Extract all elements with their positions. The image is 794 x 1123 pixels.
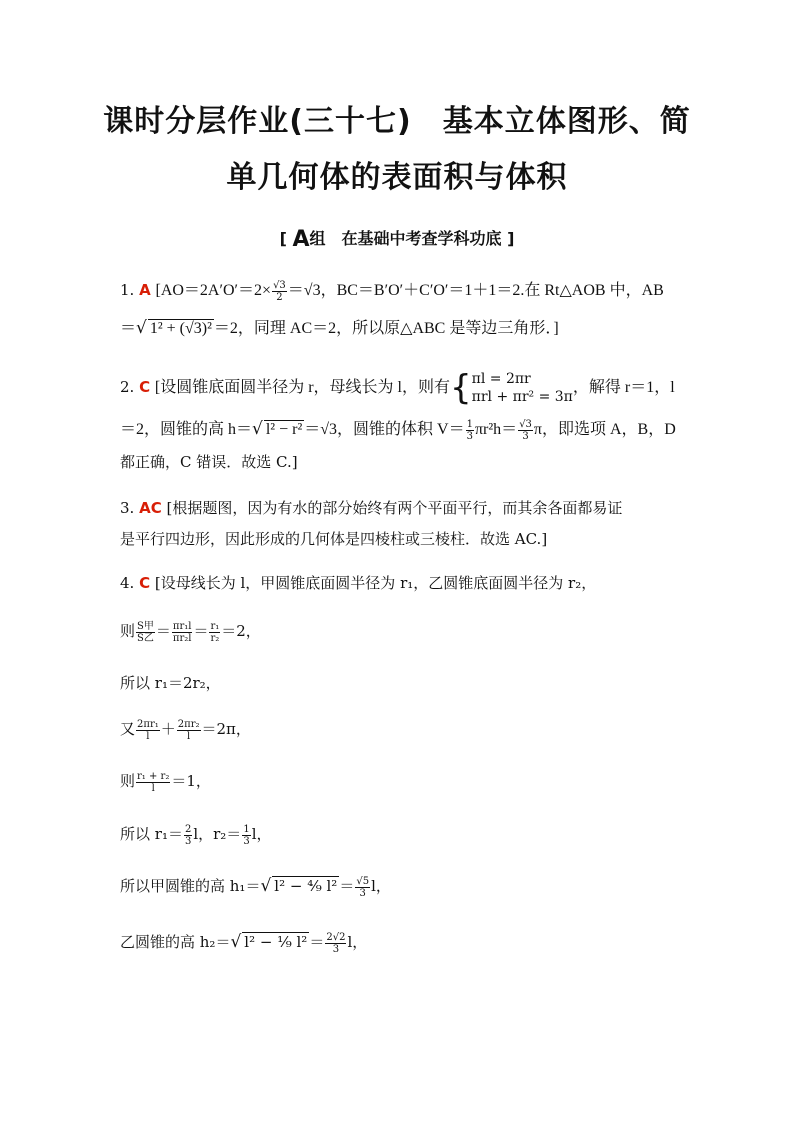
- group-tag: A: [292, 227, 310, 252]
- q4-step-7: 乙圆锥的高 h₂＝√ l² − ¹⁄₉ l² ＝ $\frac{2√2}{3}$ l，: [120, 931, 368, 955]
- group-bracket-close: ]: [507, 229, 515, 248]
- q1-line-1: [120, 277, 664, 303]
- q2-radical: l² − r²: [265, 421, 303, 438]
- q2-line-3: 都正确，C 错误．故选 C.]: [120, 453, 298, 471]
- q4-line-1: 4. C [设母线长为 l，甲圆锥底面圆半径为 r₁，乙圆锥底面圆半径为 r₂，: [120, 574, 597, 592]
- q4-step-5: 所以 r₁＝ $\frac{2}{3}$ l，r₂＝ $\frac{1}{3}$ l，: [120, 823, 272, 847]
- q2-answer: C: [139, 378, 151, 396]
- q2-line-1: 2. C [设圆锥底面圆半径为 r，母线长为 l，则有{ πl = 2πr πrl + πr² = 3π ，解得 r＝1，l: [120, 368, 675, 408]
- q1-number: 1.: [120, 281, 135, 299]
- q1-radical: 1² + (√3)²: [149, 320, 212, 337]
- q4-step-6: 所以甲圆锥的高 h₁＝√ l² − ⁴⁄₉ l² ＝ $\frac{√5}{3}$ l，: [120, 875, 391, 899]
- group-label: 组 在基础中考查学科功底: [309, 229, 502, 248]
- q4-step-2: 所以 r₁＝2r₂，: [120, 674, 221, 692]
- q4-step-1: 则 $\frac{\text{S甲}}{\text{S乙}}$ ＝ $\frac{\text{πr₁l}}{\text{πr₂l}}$ ＝ $\frac{\text{r₁}}{\text{r₂}}$ ＝2，: [120, 620, 261, 644]
- q3-answer: AC: [139, 499, 162, 517]
- q2-equation-system: πl = 2πr πrl + πr² = 3π: [471, 371, 573, 405]
- q3-line-2: 是平行四边形，因此形成的几何体是四棱柱或三棱柱．故选 AC.]: [120, 530, 548, 548]
- q1-text-a: [AO＝2A′O′＝2×: [155, 282, 272, 299]
- q4-number: 4.: [120, 574, 135, 592]
- q1-line-2: ＝√ 1² + (√3)² ＝2，同理 AC＝2，所以原△ABC 是等边三角形．]: [120, 318, 559, 338]
- group-heading: [0, 226, 794, 252]
- q1-answer: A: [139, 281, 151, 299]
- q2-number: 2.: [120, 378, 135, 396]
- q1-text-b: ＝√3，BC＝B′O′＋C′O′＝1＋1＝2.在 Rt△AOB 中，AB: [287, 282, 664, 299]
- q4-step-3: 又 $\frac{\text{2πr₁}}{l}$ ＋ $\frac{\text{2πr₂}}{l}$ ＝2π，: [120, 718, 251, 742]
- page-title-line-1: 课时分层作业(三十七) 基本立体图形、简: [103, 104, 691, 139]
- page-title-line-2: 单几何体的表面积与体积: [226, 160, 568, 195]
- q1-fraction: $\frac{√3}{2}$: [273, 279, 286, 303]
- q4-answer: C: [139, 574, 151, 592]
- q3-line-1: 3. AC [根据题图，因为有水的部分始终有两个平面平行，而其余各面都易证: [120, 499, 623, 517]
- q3-number: 3.: [120, 499, 135, 517]
- group-bracket-open: [: [279, 229, 287, 248]
- q4-step-4: 则 $\frac{\text{r₁ + r₂}}{l}$ ＝1，: [120, 770, 211, 794]
- q2-line-2: ＝2，圆锥的高 h＝√ l² − r² ＝√3，圆锥的体积 V＝ $\frac{1}{3}$ πr²h＝ $\frac{√3}{3}$ π，即选项 A，B，D: [120, 418, 676, 442]
